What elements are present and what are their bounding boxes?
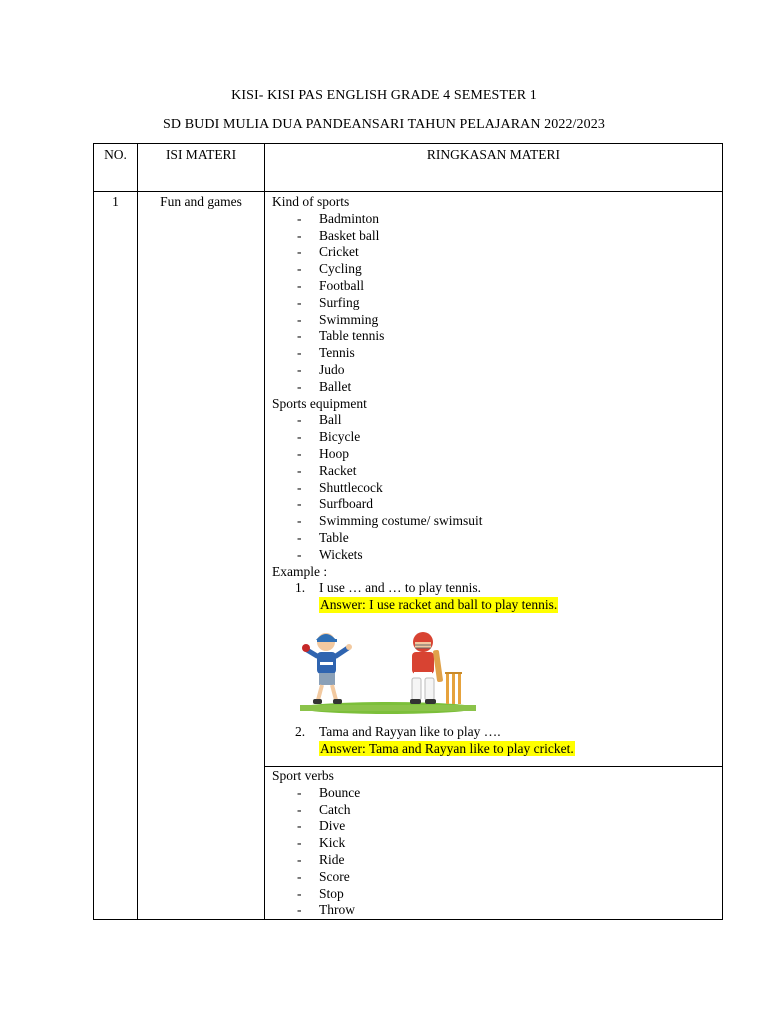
example-list (272, 580, 722, 597)
document-title: KISI- KISI PAS ENGLISH GRADE 4 SEMESTER 1 (231, 88, 537, 103)
answer-highlight: Answer: Tama and Rayyan like to play cricket. (320, 740, 574, 756)
list-item: - Stop (297, 885, 344, 901)
list-item: - Table tennis (297, 328, 385, 344)
header-isi-materi: ISI MATERI (138, 144, 265, 192)
list-item: - Surfboard (297, 496, 373, 512)
list-item: - Cycling (297, 261, 362, 277)
list-item: - Tennis (297, 345, 355, 361)
list-item: - Judo (297, 361, 345, 377)
header-no: NO. (94, 144, 138, 192)
table-row (94, 192, 723, 767)
list-item: - Table (297, 529, 349, 545)
list-item: - Bicycle (297, 429, 361, 445)
cricket-players-illustration (298, 628, 478, 718)
sport-verbs-heading: Sport verbs (272, 768, 334, 783)
example-item: 1. I use … and … to play tennis. (295, 580, 481, 596)
list-item: - Surfing (297, 294, 360, 310)
sport-verbs-cell (265, 767, 723, 920)
list-item: - Cricket (297, 244, 359, 260)
example-heading: Example : (272, 563, 328, 579)
sports-equipment-list (272, 412, 722, 563)
example-item: 2. Tama and Rayyan like to play …. (295, 723, 501, 739)
list-item: - Catch (297, 801, 351, 817)
list-item: - Ride (297, 851, 345, 867)
row-topic: Fun and games (138, 192, 265, 920)
list-item: - Score (297, 868, 350, 884)
row-number: 1 (94, 192, 138, 920)
list-item: - Throw (297, 902, 355, 918)
list-item: - Shuttlecock (297, 479, 383, 495)
sport-verbs-list (272, 785, 722, 919)
cricket-illustration-icon (298, 628, 478, 718)
list-item: - Kick (297, 835, 346, 851)
list-item: - Racket (297, 462, 357, 478)
header-ringkasan-materi: RINGKASAN MATERI (265, 144, 723, 192)
list-item: - Hoop (297, 445, 349, 461)
list-item: - Wickets (297, 546, 363, 562)
answer-highlight: Answer: I use racket and ball to play tennis. (320, 597, 558, 613)
list-item: - Ball (297, 412, 342, 428)
list-item: - Swimming costume/ swimsuit (297, 513, 483, 529)
list-item: - Basket ball (297, 227, 380, 243)
list-item: - Dive (297, 818, 346, 834)
kind-of-sports-list (272, 211, 722, 396)
table-header-row (94, 144, 723, 192)
example-list-2 (272, 724, 722, 741)
list-item: - Football (297, 277, 365, 293)
kind-of-sports-heading: Kind of sports (272, 194, 350, 209)
material-table (93, 143, 723, 920)
document-subtitle: SD BUDI MULIA DUA PANDEANSARI TAHUN PELAJARAN 2022/2023 (163, 117, 605, 132)
summary-cell (265, 192, 723, 767)
list-item: - Swimming (297, 311, 379, 327)
list-item: - Ballet (297, 378, 352, 394)
sports-equipment-heading: Sports equipment (272, 395, 367, 411)
list-item: - Badminton (297, 210, 379, 226)
list-item: - Bounce (297, 784, 361, 800)
